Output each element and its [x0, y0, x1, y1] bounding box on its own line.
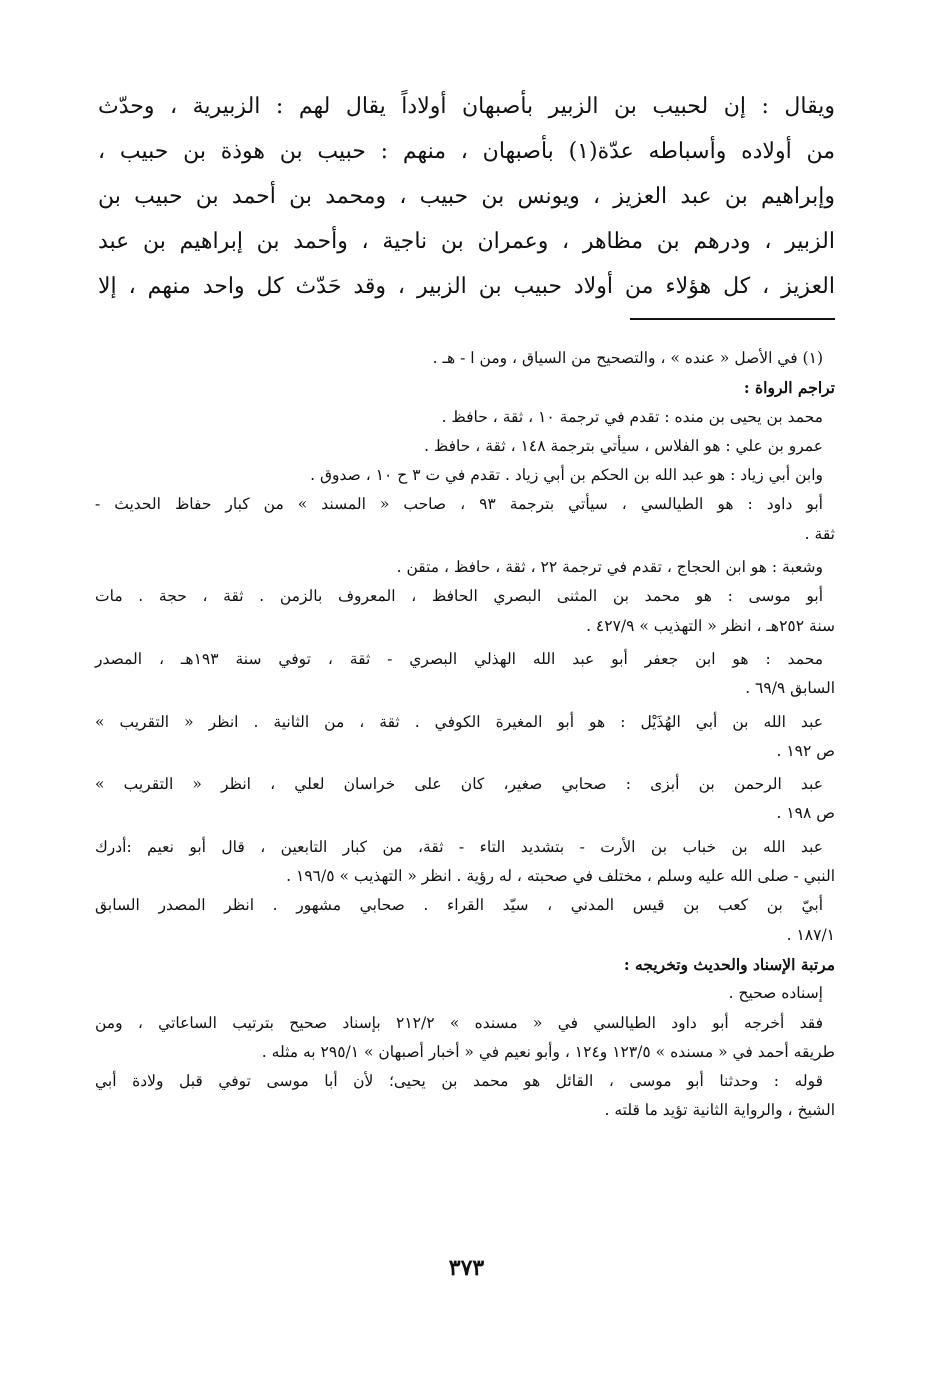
notes-section: [95, 344, 835, 1126]
grading-line: قوله : وحدثنا أبو موسى ، القائل هو محمد بن يحيى؛ لأن أبا موسى توفي قبل ولادة أبي: [95, 1072, 823, 1091]
narrator-line: أبو داود : هو الطيالسي ، سيأتي بترجمة ٩٣ ، صاحب « المسند » من كبار حفاظ الحديث -: [95, 495, 823, 514]
main-text-line: من أولاده وأسباطه عدّة(١) بأصبهان ، منهم : حبيب بن هوذة بن حبيب ،: [98, 139, 836, 164]
narrator-entry: [95, 403, 835, 432]
narrator-line: عبد الله بن خباب بن الأرت - بتشديد التاء - ثقة، من كبار التابعين ، قال أبو نعيم :أدرك: [95, 837, 823, 856]
grading-line: إسناده صحيح .: [728, 984, 823, 1003]
narrator-line: أبيّ بن كعب بن قيس المدني ، سيّد القراء . صحابي مشهور . انظر المصدر السابق: [95, 896, 823, 915]
main-text-line: العزيز ، كل هؤلاء من أولاد حبيب بن الزبير ، وقد حَدّث كل واحد منهم ، إلا: [98, 274, 835, 299]
main-text-line: ويقال : إن لحبيب بن الزبير بأصبهان أولاداً يقال لهم : الزبيرية ، وحدّث: [98, 94, 835, 119]
narrators-heading: تراجم الرواة :: [743, 378, 835, 398]
narrator-line: محمد بن يحيى بن منده : تقدم في ترجمة ١٠ ، ثقة ، حافظ .: [441, 407, 823, 426]
narrator-line: ثقة .: [804, 524, 835, 543]
grading-heading: مرتبة الإسناد والحديث وتخريجه :: [623, 954, 835, 974]
grading-line: فقد أخرجه أبو داود الطيالسي في « مسنده » ٢١٢/٢ بإسناد صحيح بترتيب الساعاتي ، ومن: [95, 1013, 823, 1032]
narrator-entry: [95, 770, 835, 829]
narrator-entry: [95, 553, 835, 582]
narrator-line: السابق ٦٩/٩ .: [745, 679, 835, 698]
footnote: (١) في الأصل « عنده » ، والتصحيح من السياق ، ومن ا - هـ .: [432, 349, 823, 367]
narrator-line: وابن أبي زياد : هو عبد الله بن الحكم بن أبي زياد . تقدم في ت ٣ ح ١٠ ، صدوق .: [310, 466, 823, 485]
grading-entry: [95, 979, 835, 1008]
grading-line: الشيخ ، والرواية الثانية تؤيد ما قلته .: [604, 1101, 835, 1120]
main-text-line: الزبير ، ودرهم بن مظاهر ، وعمران بن ناجية ، وأحمد بن إبراهيم بن عبد: [98, 229, 835, 254]
footnote-separator: [630, 318, 835, 320]
narrator-line: أبو موسى : هو محمد بن المثنى البصري الحافظ ، المعروف بالزمن . ثقة ، حجة . مات: [95, 587, 823, 606]
narrator-line: عبد الرحمن بن أبزى : صحابي صغير، كان على خراسان لعلي ، انظر « التقريب »: [95, 775, 823, 794]
narrator-entry: [95, 708, 835, 767]
narrator-entry: [95, 490, 835, 549]
narrator-entry: [95, 833, 835, 892]
page-number: ٣٧٣: [448, 1255, 485, 1281]
grading-entry: [95, 1067, 835, 1126]
grading-line: طريقه أحمد في « مسنده » ١٢٣/٥ و١٢٤ ، وأبو نعيم في « أخبار أصبهان » ٢٩٥/١ به مثله .: [261, 1042, 835, 1061]
main-text-line: وإبراهيم بن عبد العزيز ، ويونس بن حبيب ، ومحمد بن أحمد بن حبيب بن: [98, 184, 835, 209]
narrator-line: سنة ٢٥٢هـ ، انظر « التهذيب » ٤٢٧/٩ .: [586, 616, 835, 635]
narrator-entry: [95, 582, 835, 641]
narrator-line: عمرو بن علي : هو الفلاس ، سيأتي بترجمة ١٤٨ ، ثقة ، حافظ .: [424, 436, 823, 455]
narrator-entry: [95, 432, 835, 461]
narrator-line: النبي - صلى الله عليه وسلم ، مختلف في صحبته ، له رؤية . انظر « التهذيب » ١٩٦/٥ .: [286, 867, 835, 886]
grading-entry: [95, 1009, 835, 1068]
narrator-line: ص ١٩٢ .: [776, 741, 835, 760]
narrator-entry: [95, 891, 835, 950]
narrator-line: ص ١٩٨ .: [776, 804, 835, 823]
main-text: [98, 84, 835, 309]
narrator-line: عبد الله بن أبي الهُذَيْل : هو أبو المغيرة الكوفي . ثقة ، من الثانية . انظر « التقريب »: [95, 712, 823, 731]
narrator-entry: [95, 645, 835, 704]
narrator-line: ١٨٧/١ .: [786, 925, 835, 944]
narrator-entry: [95, 461, 835, 490]
narrator-line: وشعبة : هو ابن الحجاج ، تقدم في ترجمة ٢٢ ، ثقة ، حافظ ، متقن .: [396, 558, 823, 577]
narrator-line: محمد : هو ابن جعفر أبو عبد الله الهذلي البصري - ثقة ، توفي سنة ١٩٣هـ ، المصدر: [95, 649, 824, 668]
